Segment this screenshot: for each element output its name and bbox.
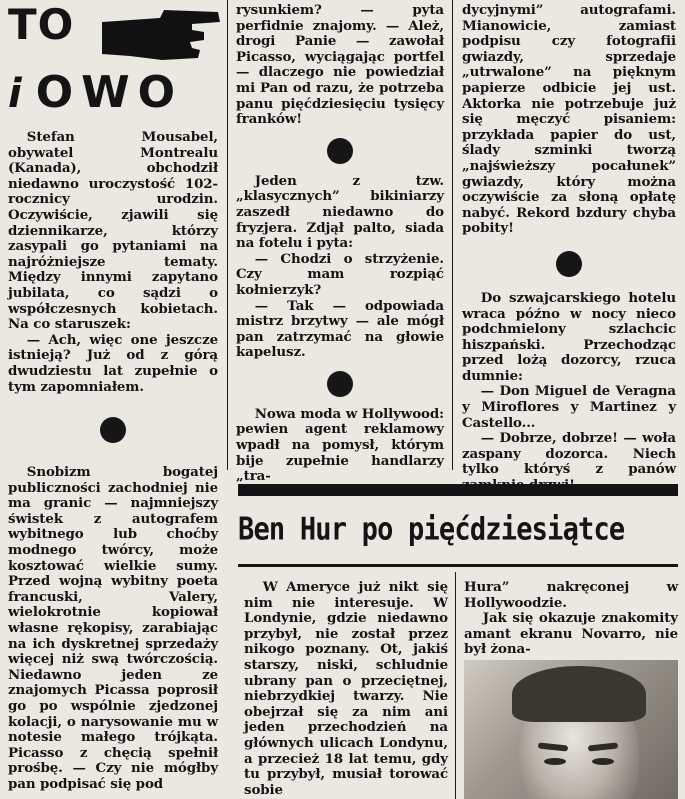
article-bottom-bar	[238, 564, 678, 567]
bullet-dot	[327, 138, 353, 164]
portrait-eye	[544, 758, 566, 765]
paragraph: Jak się okazuje znakomity amant ekranu Novarro, nie był żona-	[464, 610, 678, 658]
bullet-dot	[100, 417, 126, 443]
title-i: i	[8, 71, 36, 117]
title-owo-word: OWO	[35, 67, 184, 118]
paragraph: — Tak — odpowiada mistrz brzytwy — ale mógł pan zatrzymać na głowie kapelusz.	[236, 297, 444, 361]
article-headline: Ben Hur po pięćdziesiątce	[238, 512, 625, 548]
column-rule-3	[455, 572, 456, 799]
paragraph: rysunkiem? — pyta perfidnie znajomy. — Ależ, drogi Panie — zawołał Picasso, wyciągając portfel — dlaczego nie powiedział mi Pan od razu, że potrzeba panu pięćdziesięciu tysięcy franków!	[236, 2, 444, 128]
column-2	[236, 3, 444, 485]
column-3	[462, 3, 676, 494]
pointing-hand-icon	[100, 6, 222, 62]
paragraph: W Ameryce już nikt się nim nie interesuje. W Londynie, gdzie niedawno przybył, nie został przez nikogo poznany. Ot, jakiś starszy, niski, schludnie ubrany pan o przeciętnej, niebrzydkiej twarzy. Nie obejrzał się za nim ani jeden przechodzień na głównych ulicach Londynu, a przecież 18 lat temu, gdy tu przybył, musiał torować sobie	[244, 579, 448, 798]
portrait-photo	[464, 660, 678, 799]
bullet-dot	[327, 371, 353, 397]
column-1	[8, 130, 218, 793]
paragraph: Hura” nakręconej w Hollywoodzie.	[464, 579, 678, 611]
paragraph: — Don Miguel de Veragna y Miroflores y Martinez y Castello...	[462, 383, 676, 431]
portrait-hair	[512, 666, 646, 722]
section-title-to: TO	[8, 0, 75, 49]
article-top-bar	[238, 484, 678, 496]
column-rule-2	[452, 0, 453, 470]
paragraph: Do szwajcarskiego hotelu wraca późno w nocy nieco podchmielony szlachcic hiszpański. Przechodząc przed lożą dozorcy, rzuca dumnie:	[462, 289, 676, 384]
bullet-dot	[556, 251, 582, 277]
paragraph: — Chodzi o strzyżenie. Czy mam rozpiąć kołnierzyk?	[236, 250, 444, 298]
paragraph: — Ach, więc one jeszcze istnieją? Już od z górą dwudziestu lat zupełnie o tym zapomniałem.	[8, 331, 218, 395]
section-title-owo	[8, 67, 184, 118]
article-column-a	[244, 580, 448, 798]
article-column-b	[464, 580, 678, 658]
paragraph: Jeden z tzw. „klasycznych” bikiniarzy zaszedł niedawno do fryzjera. Zdjął palto, siada na fotelu i pyta:	[236, 172, 444, 252]
portrait-eye	[592, 758, 614, 765]
paragraph: Stefan Mousabel, obywatel Montrealu (Kanada), obchodził niedawno uroczystość 102-rocznicy urodzin. Oczywiście, zjawili się dziennikarze, którzy zasypali go pytaniami na najróżniejsze tematy. Między innymi zapytano jubilata, co sądzi o współczesnych kobietach. Na co staruszek:	[8, 129, 218, 333]
paragraph: Snobizm bogatej publiczności zachodniej nie ma granic — najmniejszy świstek z autografem wybitnego lub choćby modnego twórcy, może kosztować wielkie sumy. Przed wojną wybitny poeta francuski, Valery, wielokrotnie kopiował własne rękopisy, zarabiając na ich dyskretnej sprzedaży więcej niż swą twórczością. Niedawno jeden ze znajomych Picassa poprosił go po wspólnie zjedzonej kolacji, o narysowanie mu w notesie małego trójkąta. Picasso z chęcią spełnił prośbę. — Czy nie mógłby pan podpisać się pod	[8, 464, 218, 792]
paragraph: dycyjnymi” autografami. Mianowicie, zamiast podpisu czy fotografii gwiazdy, sprzedaje „utrwalone” na pięknym papierze odbicie jej ust. Aktorka nie potrzebuje już się męczyć pisaniem: przykłada papier do ust, ślady szminki tworzą „najświeższy pocałunek” gwiazdy, który można oczywiście za słoną opłatę nabyć. Rekord bzdury chyba pobity!	[462, 2, 676, 237]
column-rule-1	[227, 0, 228, 470]
paragraph: Nowa moda w Hollywood: pewien agent reklamowy wpadł na pomysł, którym bije zupełnie handlarzy „tra-	[236, 405, 444, 485]
paragraph: — Dobrze, dobrze! — woła zaspany dozorca. Niech tylko któryś z panów	[462, 430, 676, 478]
